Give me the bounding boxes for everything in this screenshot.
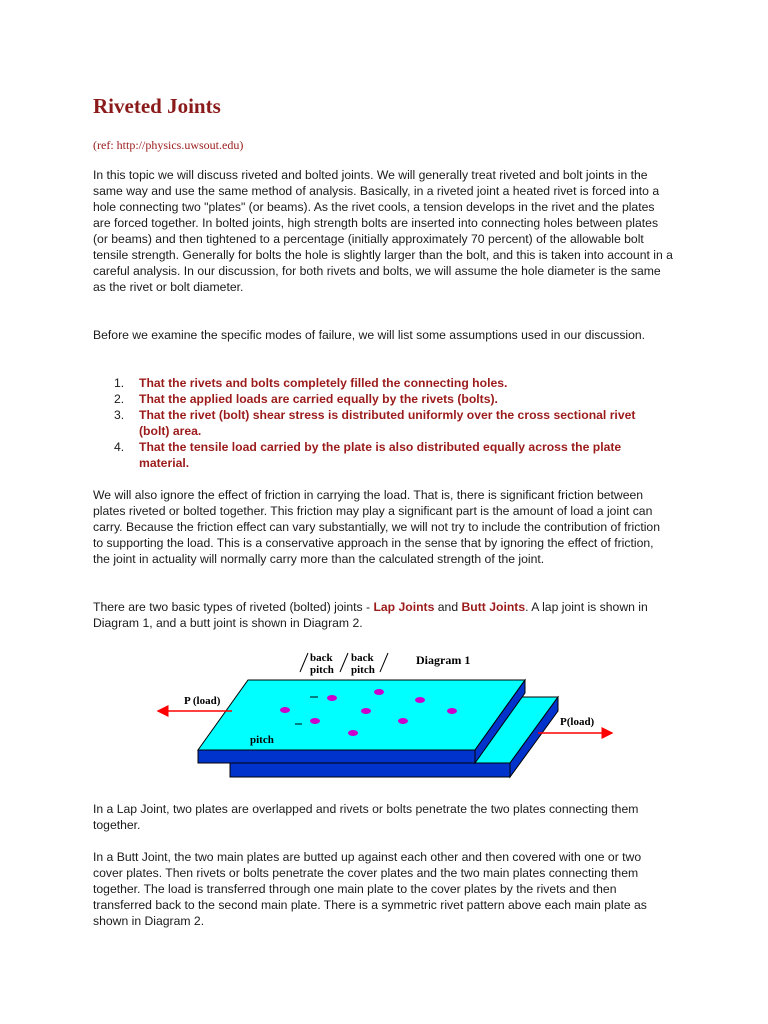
list-item-text: That the applied loads are carried equally by the rivets (bolts). bbox=[139, 392, 498, 406]
back-pitch-label-2-line2: pitch bbox=[351, 664, 375, 676]
list-item-number: 1. bbox=[114, 376, 125, 390]
assumptions-list bbox=[93, 375, 673, 471]
rivet bbox=[415, 697, 425, 703]
top-plate bbox=[198, 680, 525, 763]
assumptions-intro-paragraph: Before we examine the specific modes of failure, we will list some assumptions used in our discussion. bbox=[93, 328, 646, 342]
list-item bbox=[93, 439, 673, 471]
rivet bbox=[310, 718, 320, 724]
joint-types-text-end: . A lap joint is shown in Diagram 1, and a butt joint is shown in Diagram 2. bbox=[93, 600, 648, 630]
lap-joint-paragraph: In a Lap Joint, two plates are overlapped and rivets or bolts penetrate the two plates connecting them together. bbox=[93, 802, 639, 832]
rivet bbox=[398, 718, 408, 724]
list-item-number: 2. bbox=[114, 392, 125, 406]
rivet bbox=[361, 708, 371, 714]
rivet bbox=[447, 708, 457, 714]
intro-paragraph: In this topic we will discuss riveted and bolted joints. We will generally treat riveted and bolt joints in the same way and use the same method of analysis. Basically, in a riveted joint a heated rivet is forced into a hole connecting two "plates" (or beams). As the rivet cools, a tension develops in the rivet and the plates are forced together. In bolted joints, high strength bolts are inserted into connecting holes between plates (or beams) and then tightened to a percentage (initially approximately 70 percent) of the allowable bolt tensile strength. Generally for bolts the hole is slightly larger than the bolt, and this is taken into account in a careful analysis. In our discussion, for both rivets and bolts, we will assume the hole diameter is the same as the rivet or bolt diameter. bbox=[93, 168, 673, 294]
load-label-right: P(load) bbox=[560, 716, 595, 728]
joint-types-paragraph bbox=[93, 599, 673, 631]
rivet bbox=[327, 695, 337, 701]
load-label-left: P (load) bbox=[184, 695, 221, 707]
lap-joint-diagram bbox=[150, 645, 620, 785]
back-pitch-label-2: back bbox=[351, 652, 374, 664]
butt-joints-label: Butt Joints bbox=[461, 600, 526, 614]
rivet bbox=[280, 707, 290, 713]
friction-paragraph: We will also ignore the effect of friction in carrying the load. That is, there is significant friction between plates riveted or bolted together. This friction may play a significant part is the amount of load a joint can carry. Because the friction effect can vary substantially, we will not try to include the contribution of friction to supporting the load. This is a conservative approach in the sense that by ignoring the effect of friction, the joint in actuality will normally carry more than the calculated strength of the joint. bbox=[93, 488, 660, 566]
diagram-title: Diagram 1 bbox=[416, 653, 471, 667]
list-item bbox=[93, 407, 673, 439]
rivet bbox=[374, 689, 384, 695]
list-item-text: That the rivets and bolts completely filled the connecting holes. bbox=[139, 376, 508, 390]
lap-joints-label: Lap Joints bbox=[373, 600, 435, 614]
back-pitch-label-1: back bbox=[310, 652, 333, 664]
page-title: Riveted Joints bbox=[93, 94, 221, 118]
joint-types-and: and bbox=[434, 600, 462, 614]
list-item-number: 4. bbox=[114, 440, 125, 454]
list-item bbox=[93, 391, 673, 407]
rivet bbox=[348, 730, 358, 736]
list-item bbox=[93, 375, 673, 391]
reference-link: (ref: http://physics.uwsout.edu) bbox=[93, 138, 244, 152]
butt-joint-paragraph: In a Butt Joint, the two main plates are butted up against each other and then covered with one or two cover plates. Then rivets or bolts penetrate the cover plates and the two main plates connecting them together. The load is transferred through one main plate to the cover plates by the rivets and then transferred back to the second main plate. There is a symmetric rivet pattern above each main plate as shown in Diagram 2. bbox=[93, 850, 647, 928]
back-pitch-label-1-line2: pitch bbox=[310, 664, 334, 676]
list-item-text: That the rivet (bolt) shear stress is distributed uniformly over the cross sectional rivet (bolt) area. bbox=[139, 408, 636, 438]
pitch-label: pitch bbox=[250, 734, 274, 746]
list-item-number: 3. bbox=[114, 408, 125, 422]
joint-types-text-start: There are two basic types of riveted (bolted) joints - bbox=[93, 600, 374, 614]
list-item-text: That the tensile load carried by the plate is also distributed equally across the plate material. bbox=[139, 440, 622, 470]
